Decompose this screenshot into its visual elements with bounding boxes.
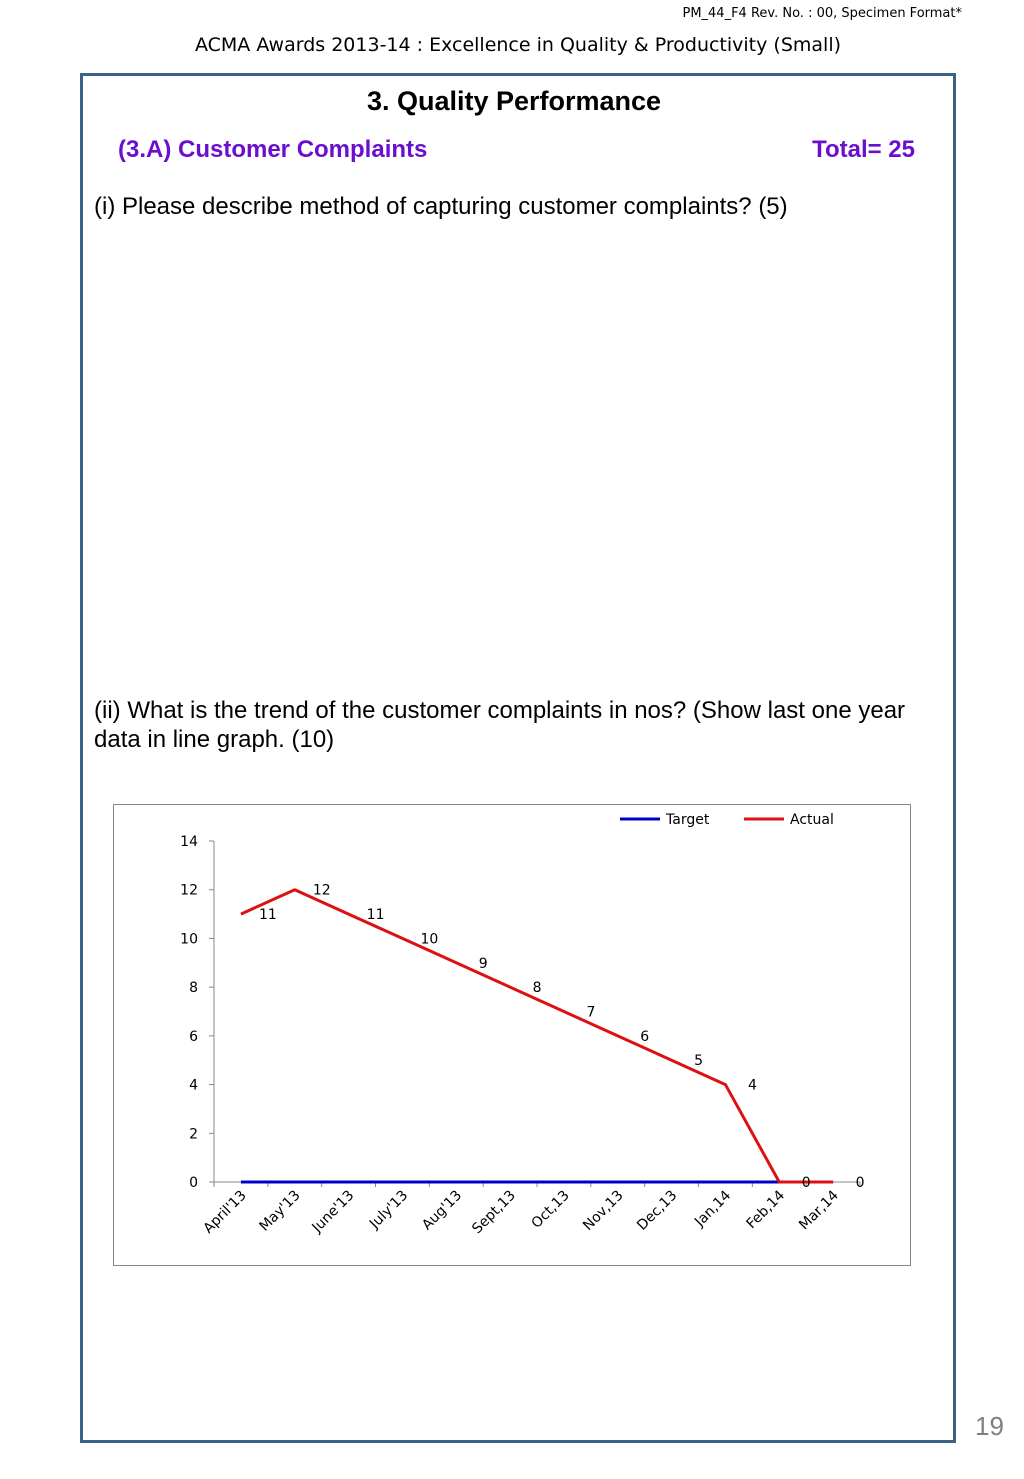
x-tick-label: April'13 <box>200 1187 250 1237</box>
legend-label: Actual <box>790 812 834 828</box>
data-label: 0 <box>801 1175 811 1191</box>
x-tick-label: Oct,13 <box>528 1187 573 1232</box>
question-complaint-trend: (ii) What is the trend of the customer complaints in nos? (Show last one year data in line graph. (10) <box>94 697 906 753</box>
data-label: 9 <box>478 955 488 972</box>
y-tick-label: 14 <box>180 834 198 850</box>
data-label: 8 <box>532 980 542 997</box>
x-tick-label: Nov,13 <box>580 1187 627 1234</box>
series-line-actual <box>241 890 833 1182</box>
data-label: 12 <box>312 882 331 899</box>
data-label: 6 <box>640 1028 650 1045</box>
y-tick-label: 6 <box>189 1028 198 1045</box>
x-tick-label: June'13 <box>309 1187 358 1236</box>
data-label: 4 <box>747 1077 757 1094</box>
spec-reference: PM_44_F4 Rev. No. : 00, Specimen Format* <box>682 6 962 21</box>
chart-canvas <box>114 805 910 1265</box>
data-label: 0 <box>855 1175 865 1191</box>
data-label: 5 <box>694 1053 704 1070</box>
y-tick-label: 10 <box>180 931 198 948</box>
data-label: 11 <box>259 907 277 924</box>
x-tick-label: Aug'13 <box>419 1187 466 1234</box>
x-tick-label: Jan,14 <box>691 1187 735 1230</box>
award-title: ACMA Awards 2013-14 : Excellence in Quality & Productivity (Small) <box>194 34 842 56</box>
content-frame <box>80 73 956 1443</box>
data-label: 11 <box>366 907 385 924</box>
x-tick-label: May'13 <box>256 1187 304 1235</box>
x-tick-label: Mar,14 <box>796 1187 842 1234</box>
y-tick-label: 8 <box>189 980 198 997</box>
x-tick-label: July'13 <box>366 1187 412 1232</box>
data-label: 7 <box>586 1004 596 1021</box>
x-tick-label: Feb,14 <box>743 1187 789 1233</box>
x-tick-label: Dec,13 <box>634 1187 681 1234</box>
page-number: 19 <box>975 1411 1004 1441</box>
y-tick-label: 12 <box>180 882 198 899</box>
subsection-title: (3.A) Customer Complaints <box>118 136 428 163</box>
complaints-line-chart <box>113 804 911 1266</box>
legend-label: Target <box>666 812 710 828</box>
question-capture-method: (i) Please describe method of capturing customer complaints? (5) <box>94 193 788 220</box>
y-tick-label: 4 <box>189 1077 198 1094</box>
data-label: 10 <box>420 931 439 948</box>
x-tick-label: Sept,13 <box>469 1187 519 1238</box>
y-tick-label: 2 <box>189 1126 198 1143</box>
section-title: 3. Quality Performance <box>366 86 662 116</box>
total-score: Total= 25 <box>812 136 915 163</box>
y-tick-label: 0 <box>189 1175 198 1191</box>
